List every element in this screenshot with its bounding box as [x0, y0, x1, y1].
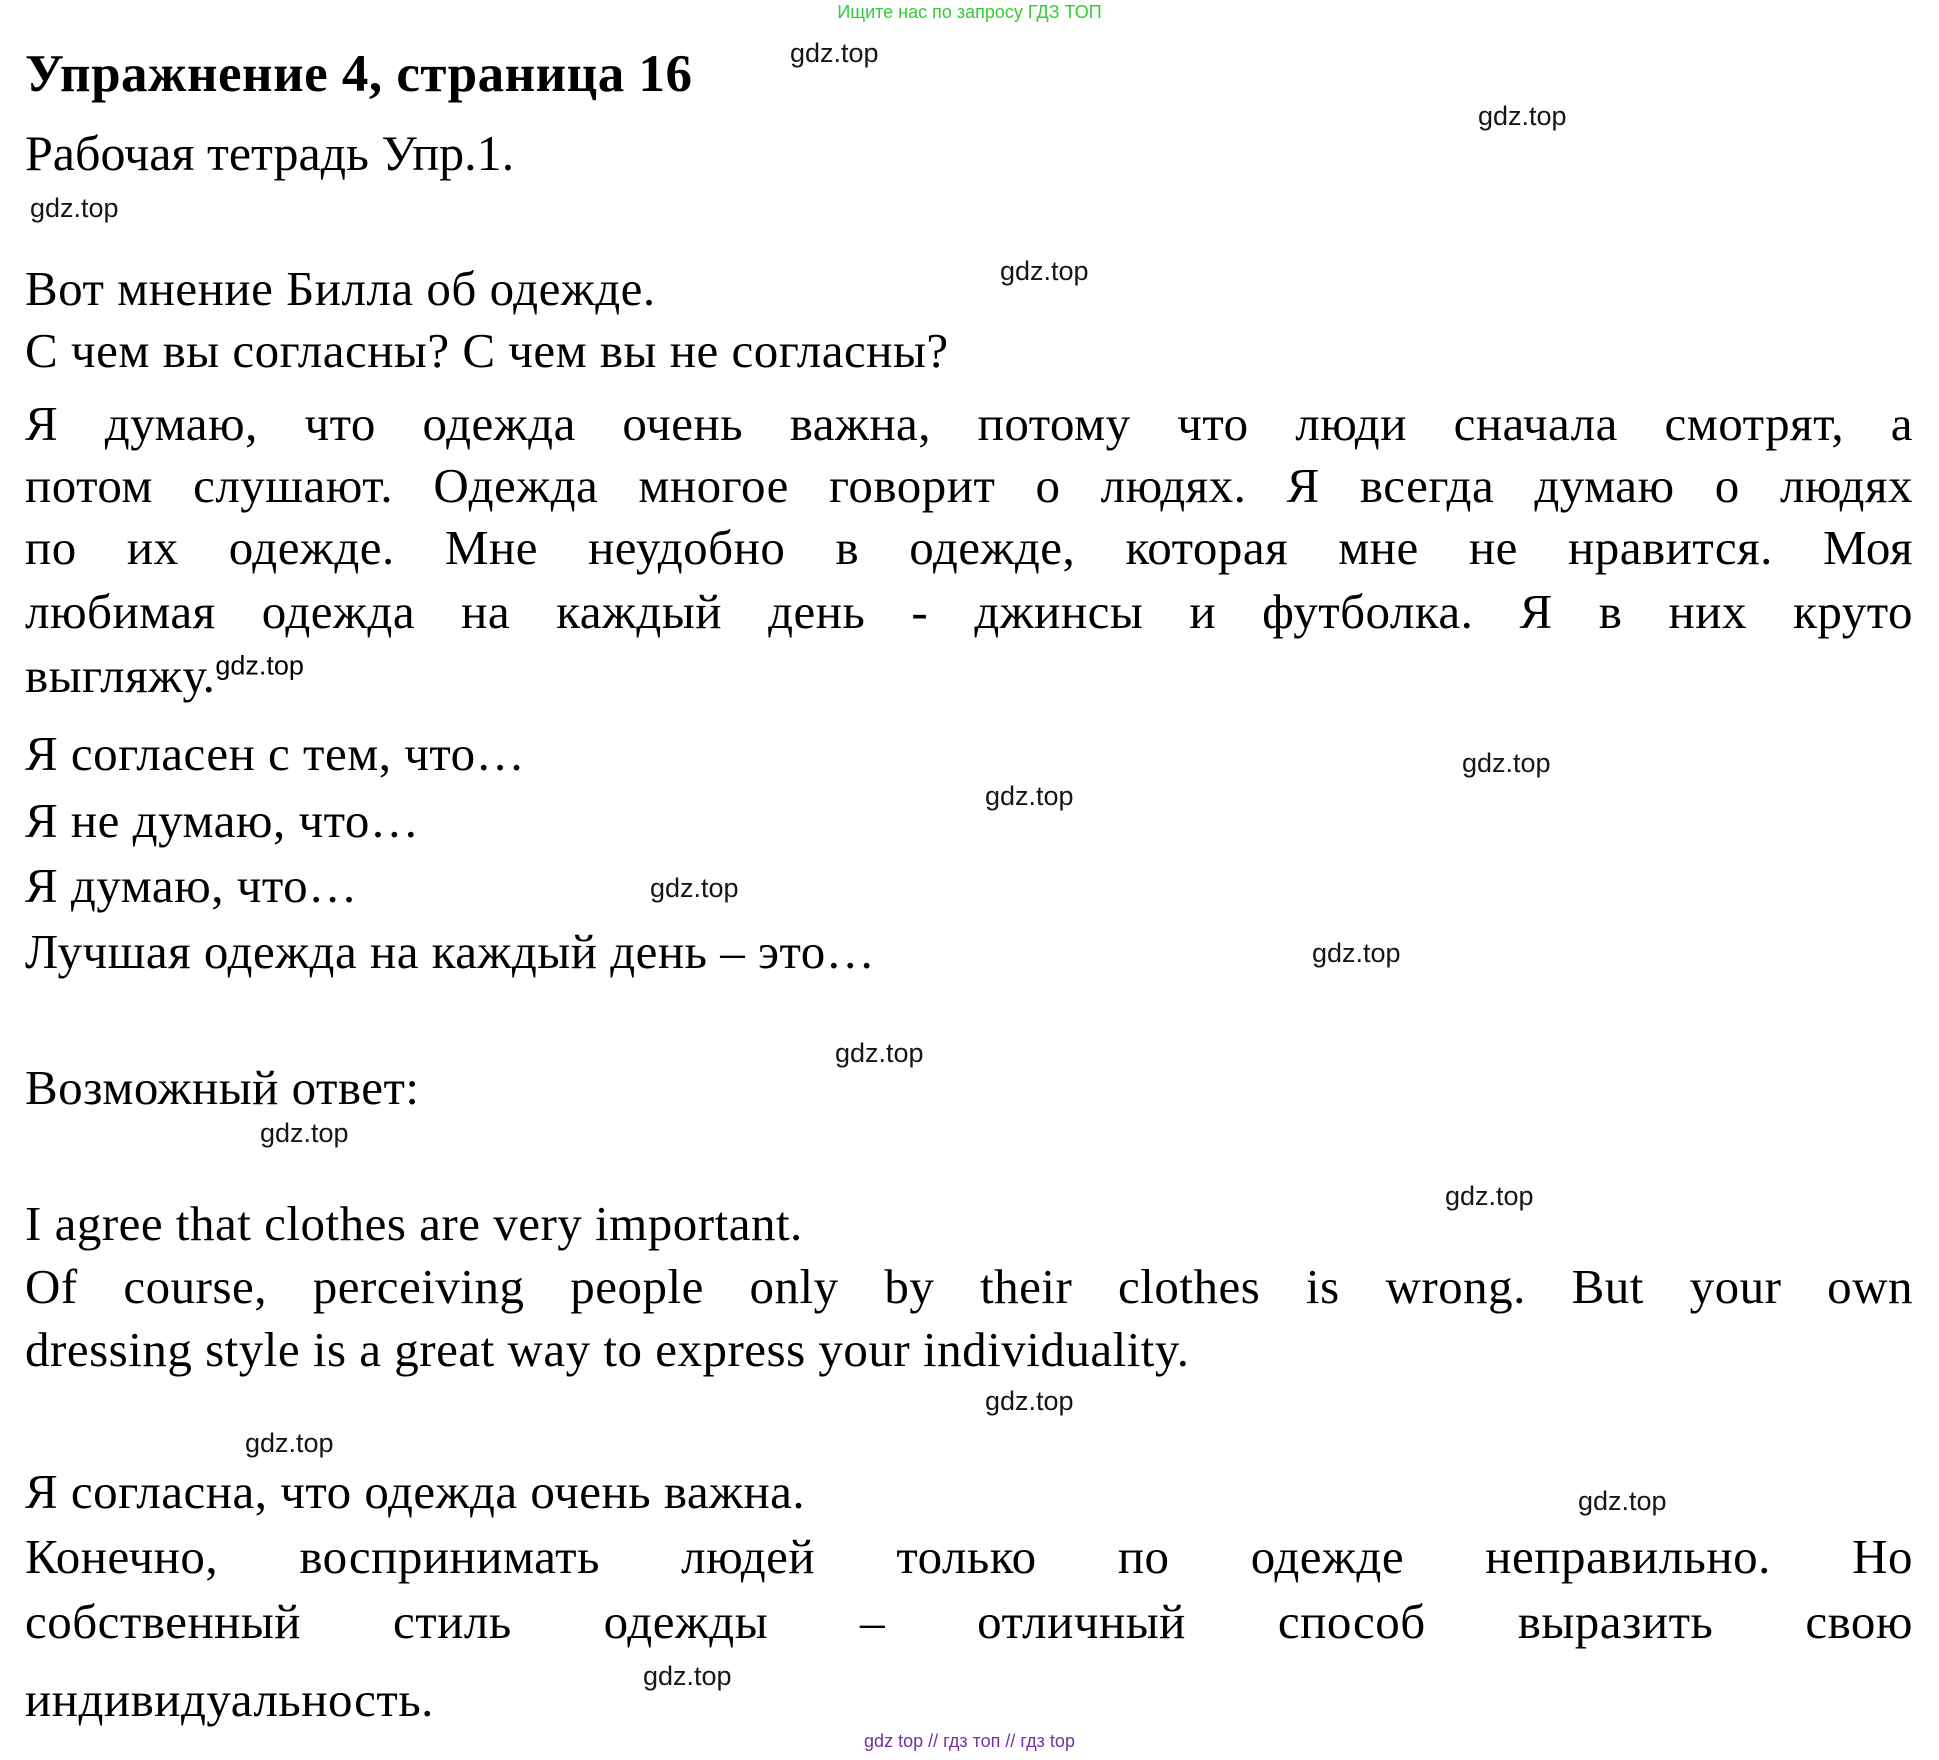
text-line: I agree that clothes are very important.	[25, 1196, 803, 1251]
text-line: dressing style is a great way to express your individuality.	[25, 1322, 1190, 1377]
watermark-gdz: gdz.top	[835, 1038, 924, 1068]
text-line: по их одежде. Мне неудобно в одежде, которая мне не нравится. Моя	[25, 520, 1913, 575]
text-line: Я думаю, что…	[25, 858, 358, 913]
watermark-gdz: gdz.top	[1312, 938, 1401, 968]
watermark-gdz: gdz.top	[985, 1386, 1074, 1416]
watermark-gdz: gdz.top	[245, 1428, 334, 1458]
watermark-gdz: gdz.top	[1445, 1181, 1534, 1211]
text-line	[25, 650, 1913, 701]
text-line: индивидуальность.	[25, 1672, 434, 1727]
watermark-gdz: gdz.top	[1462, 748, 1551, 778]
text-line: Вот мнение Билла об одежде.	[25, 261, 656, 316]
watermark-gdz: gdz.top	[1478, 101, 1567, 131]
text-line: Я согласен с тем, что…	[25, 726, 526, 781]
page-subtitle: Рабочая тетрадь Упр.1.	[25, 125, 515, 181]
text-line: С чем вы согласны? С чем вы не согласны?	[25, 323, 949, 378]
text-line: Я согласна, что одежда очень важна.	[25, 1464, 806, 1519]
text-line-fragment: выгляжу.	[25, 648, 216, 703]
watermark-gdz: gdz.top	[790, 38, 879, 68]
watermark-gdz: gdz.top	[650, 873, 739, 903]
watermark-gdz: gdz.top	[215, 650, 304, 681]
watermark-gdz: gdz.top	[260, 1118, 349, 1148]
text-line: Лучшая одежда на каждый день – это…	[25, 924, 876, 979]
text-line: потом слушают. Одежда многое говорит о людях. Я всегда думаю о людях	[25, 458, 1913, 513]
text-line: любимая одежда на каждый день - джинсы и футболка. Я в них круто	[25, 584, 1913, 639]
text-line: собственный стиль одежды – отличный способ выразить свою	[25, 1594, 1913, 1649]
watermark-gdz: gdz.top	[1000, 256, 1089, 286]
text-line: Я не думаю, что…	[25, 793, 420, 848]
promo-banner: Ищите нас по запросу ГДЗ ТОП	[837, 2, 1102, 22]
watermark-gdz: gdz.top	[30, 193, 119, 223]
watermark-gdz: gdz.top	[643, 1661, 732, 1691]
text-line: Of course, perceiving people only by their clothes is wrong. But your own	[25, 1259, 1913, 1314]
watermark-gdz: gdz.top	[985, 781, 1074, 811]
footer-credits: gdz top // гдз топ // гдз top	[864, 1731, 1075, 1751]
page-title: Упражнение 4, страница 16	[25, 45, 693, 103]
text-line: Я думаю, что одежда очень важна, потому что люди сначала смотрят, а	[25, 396, 1913, 451]
answer-label: Возможный ответ:	[25, 1060, 420, 1115]
text-line: Конечно, воспринимать людей только по одежде неправильно. Но	[25, 1529, 1913, 1584]
watermark-gdz: gdz.top	[1578, 1486, 1667, 1516]
